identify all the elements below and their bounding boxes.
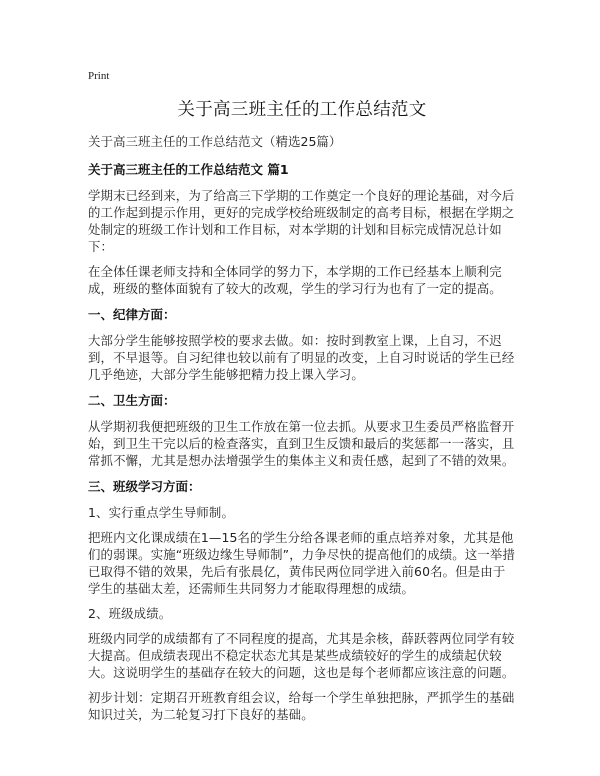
intro-paragraph: 在全体任课老师支持和全体同学的努力下，本学期的工作已经基本上顺利完成，班级的整体面貌有了较大的改观，学生的学习行为也有了一定的提高。 bbox=[88, 264, 502, 296]
section-subheading: 1、实行重点学生导师制。 bbox=[88, 505, 234, 520]
section-paragraph: 班级内同学的成绩都有了不同程度的提高，尤其是余核，薛跃蓉两位同学有较大提高。但成绩表现出不稳定状态尤其是某些成绩较好的学生的成绩起伏较大。这说明学生的基础存在较大的问题，这也是每个老师都应该注意的问题。 bbox=[88, 631, 515, 680]
section-heading-hygiene: 二、卫生方面： bbox=[88, 393, 176, 408]
section-paragraph: 大部分学生能够按照学校的要求去做。如：按时到教室上课，上自习，不迟到，不早退等。自习纪律也较以前有了明显的改变，上自习时说话的学生已经几乎绝迹，大部分学生能够把精力投上课入学习。 bbox=[88, 333, 515, 382]
section-heading-discipline: 一、纪律方面： bbox=[88, 307, 176, 322]
article-heading: 关于高三班主任的工作总结范文 篇1 bbox=[88, 162, 289, 177]
document-subtitle: 关于高三班主任的工作总结范文（精选25篇） bbox=[88, 134, 342, 149]
section-paragraph: 从学期初我便把班级的卫生工作放在第一位去抓。从要求卫生委员严格监督开始，到卫生干完以后的检查落实，直到卫生反馈和最后的奖惩都一一落实，且常抓不懈，尤其是想办法增强学生的集体主义和责任感，起到了不错的效果。 bbox=[88, 419, 515, 468]
print-label: Print bbox=[88, 70, 110, 82]
section-subheading: 2、班级成绩。 bbox=[88, 606, 172, 621]
document-page bbox=[88, 70, 516, 731]
section-paragraph: 初步计划：定期召开班教育组会议，给每一个学生单独把脉，严抓学生的基础知识过关，为二轮复习打下良好的基础。 bbox=[88, 690, 515, 722]
section-heading-study: 三、班级学习方面： bbox=[88, 479, 201, 494]
document-title: 关于高三班主任的工作总结范文 bbox=[177, 100, 427, 120]
intro-paragraph: 学期末已经到来，为了给高三下学期的工作奠定一个良好的理论基础，对今后的工作起到提示作用，更好的完成学校给班级制定的高考目标，根据在学期之处制定的班级工作计划和工作目标，对本学期的计划和目标完成情况总计如下： bbox=[88, 188, 515, 254]
section-paragraph: 把班内文化课成绩在1—15名的学生分给各课老师的重点培养对象，尤其是他们的弱课。实施“班级边缘生导师制”，力争尽快的提高他们的成绩。这一举措已取得不错的效果，先后有张晨亿，黄伟民两位同学进入前60名。但是由于学生的基础太差，还需师生共同努力才能取得理想的成绩。 bbox=[88, 530, 515, 596]
